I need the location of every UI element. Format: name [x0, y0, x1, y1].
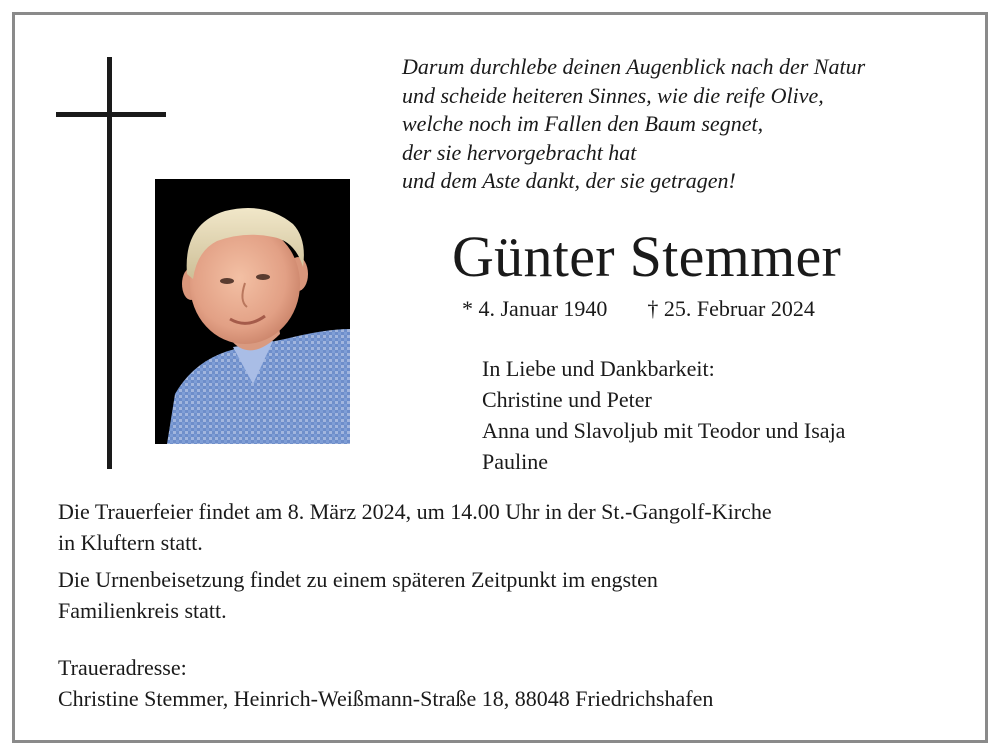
burial-notice-line: Die Urnenbeisetzung findet zu einem späteren Zeitpunkt im engsten [58, 567, 658, 592]
mourners-line: In Liebe und Dankbarkeit: [482, 356, 715, 381]
burial-notice [58, 564, 958, 626]
mourners-line: Christine und Peter [482, 387, 652, 412]
funeral-notice-line: in Kluftern statt. [58, 530, 203, 555]
quote-block [402, 53, 962, 196]
quote-line: und scheide heiteren Sinnes, wie die reife Olive, [402, 82, 824, 108]
deceased-name: Günter Stemmer [452, 224, 842, 289]
quote-line: welche noch im Fallen den Baum segnet, [402, 111, 764, 136]
quote-line: der sie hervorgebracht hat [402, 139, 637, 165]
funeral-notice-line: Die Trauerfeier findet am 8. März 2024, um 14.00 Uhr in der St.-Gangolf-Kirche [58, 499, 772, 524]
burial-notice-line: Familienkreis statt. [58, 598, 227, 623]
mourners-line: Anna und Slavoljub mit Teodor und Isaja [482, 418, 846, 443]
mourners-list [482, 353, 845, 477]
cross-icon-bar [56, 112, 166, 117]
life-dates [462, 295, 815, 323]
address-label: Traueradresse: [58, 655, 187, 680]
service-info [58, 496, 958, 632]
quote-line: Darum durchlebe deinen Augenblick nach der Natur [402, 54, 866, 79]
cross-icon [107, 57, 112, 469]
funeral-notice [58, 496, 958, 558]
death-date: † 25. Februar 2024 [647, 296, 815, 321]
portrait-photo [155, 179, 350, 444]
birth-date: * 4. Januar 1940 [462, 296, 608, 321]
mourners-line: Pauline [482, 449, 548, 474]
address-value: Christine Stemmer, Heinrich-Weißmann-Straße 18, 88048 Friedrichshafen [58, 686, 714, 711]
quote-line: und dem Aste dankt, der sie getragen! [402, 168, 736, 193]
mourning-address [58, 652, 713, 714]
